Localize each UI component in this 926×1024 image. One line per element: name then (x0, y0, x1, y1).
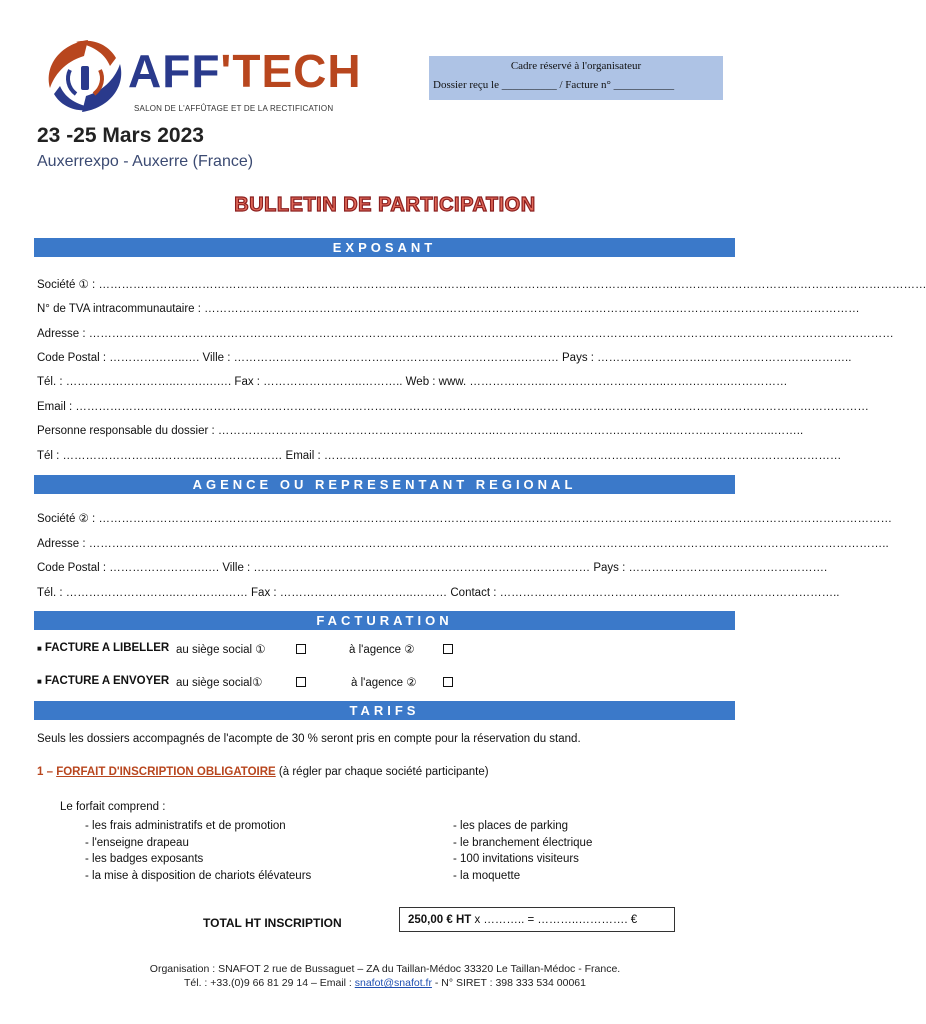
footer (0, 962, 770, 990)
brand-subtitle: SALON DE L'AFFÛTAGE ET DE LA RECTIFICATION (134, 104, 334, 113)
footer-contact (0, 976, 770, 990)
afftech-logo-icon (40, 36, 130, 116)
organizer-box-title: Cadre réservé à l'organisateur (510, 60, 642, 72)
total-formula: x ……….. = ………..…………. € (471, 914, 638, 926)
organizer-reserved-box (429, 56, 723, 100)
facture-libeller-row (37, 642, 169, 654)
total-ht-label: TOTAL HT INSCRIPTION (203, 916, 342, 930)
facture-libeller-label: FACTURE A LIBELLER (44, 642, 170, 654)
organizer-box-fields: Dossier reçu le __________ / Facture n° ___________ (433, 79, 675, 91)
libeller-agence-checkbox[interactable] (443, 644, 453, 654)
list-item: - le branchement électrique (453, 836, 593, 849)
forfait-includes-right (453, 818, 592, 884)
list-item: - les frais administratifs et de promotion (85, 820, 286, 832)
envoyer-agence-label: à l'agence ② (351, 677, 417, 689)
bullet-icon: ■ (37, 677, 42, 686)
libeller-agence-label: à l'agence ② (349, 644, 415, 656)
forfait-heading (37, 766, 489, 778)
brand-apostrophe: ' (220, 45, 233, 97)
field-responsable[interactable]: Personne responsable du dossier : …………………………………………………..…………..……………..…………….…………..……….……………..…….. (37, 425, 804, 437)
footer-siret: - N° SIRET : 398 333 534 00061 (431, 977, 586, 989)
section-agence-header: AGENCE OU REPRESENTANT REGIONAL (34, 475, 735, 494)
agence-field-tel-fax-contact[interactable]: Tél. : ………………………..………….…… Fax : ……………………………..……… Contact : …………………………………………………………………………….. (37, 587, 840, 599)
section-exposant-header: EXPOSANT (34, 238, 735, 257)
forfait-number: 1 – (37, 766, 57, 778)
field-societe[interactable]: Société ① : ……………………………………………………………………………………………………………………………………………………………………………………………… (37, 279, 926, 291)
bullet-icon: ■ (37, 644, 42, 653)
forfait-title: FORFAIT D'INSCRIPTION OBLIGATOIRE (56, 766, 276, 778)
facture-envoyer-row (37, 675, 169, 687)
agence-field-societe[interactable]: Société ② : ……………………………………………………………………………………………………………………………………………………………………………………… (37, 513, 892, 525)
forfait-includes-left (85, 818, 311, 884)
forfait-includes-heading: Le forfait comprend : (60, 801, 166, 813)
agence-field-code-postal-ville-pays[interactable]: Code Postal : …………………….…. Ville : ………………………….………………………………………………… Pays : ……………………………………………. (37, 562, 828, 574)
brand-aff: AFF (128, 45, 221, 97)
document-title: BULLETIN DE PARTICIPATION (234, 194, 536, 216)
event-date: 23 -25 Mars 2023 (37, 124, 204, 147)
field-tel-email[interactable]: Tél : ……………………..………..………………… Email : ……………………………………………………………………………………………………………………… (37, 450, 842, 462)
footer-email-link[interactable]: snafot@snafot.fr (354, 977, 432, 989)
list-item: - 100 invitations visiteurs (453, 853, 579, 865)
forfait-note: (à régler par chaque société participante) (275, 766, 489, 778)
footer-phone: Tél. : +33.(0)9 66 81 29 14 – Email : (184, 977, 355, 989)
list-item: - l'enseigne drapeau (85, 836, 189, 849)
footer-organisation: Organisation : SNAFOT 2 rue de Bussaguet – ZA du Taillan-Médoc 33320 Le Taillan-Médoc - France. (149, 963, 621, 975)
field-email[interactable]: Email : ……………………………………………………………………………………………………………………………………………………………………………………… (37, 401, 869, 413)
field-tel-fax-web[interactable]: Tél. : ………………………..…….….…. Fax : ……………………..……….. Web : www. ………………..…………………………..…….……….…………… (37, 376, 788, 388)
brand-name (128, 46, 362, 96)
field-adresse[interactable]: Adresse : ………………………………………………………………………………………………………………………………………………………………………………………… (37, 328, 894, 340)
libeller-siege-label: au siège social ① (176, 644, 266, 656)
total-ht-field[interactable] (399, 907, 675, 932)
total-price: 250,00 € HT (408, 914, 472, 926)
list-item: - les places de parking (453, 820, 569, 832)
deposit-notice: Seuls les dossiers accompagnés de l'acompte de 30 % seront pris en compte pour la réservation du stand. (37, 733, 581, 745)
event-place: Auxerrexpo - Auxerre (France) (37, 153, 254, 170)
list-item: - la mise à disposition de chariots élévateurs (85, 869, 312, 882)
field-code-postal-ville-pays[interactable]: Code Postal : ………………..…. Ville : ………………………………………………………………….……… Pays : ………………………..……………………………….. (37, 352, 852, 364)
envoyer-siege-checkbox[interactable] (296, 677, 306, 687)
field-tva[interactable]: N° de TVA intracommunautaire : ……………………………………………………………………………………………………………………………………………………… (37, 303, 860, 315)
section-facturation-header: FACTURATION (34, 611, 735, 630)
libeller-siege-checkbox[interactable] (296, 644, 306, 654)
envoyer-siege-label: au siège social① (176, 677, 263, 689)
list-item: - les badges exposants (85, 853, 204, 865)
list-item: - la moquette (453, 869, 521, 882)
brand-tech: TECH (232, 45, 362, 97)
agence-field-adresse[interactable]: Adresse : ……………………………………………………………………………………………………………………………………………………………………………………….. (37, 538, 889, 550)
facture-envoyer-label: FACTURE A ENVOYER (44, 675, 170, 687)
section-tarifs-header: TARIFS (34, 701, 735, 720)
envoyer-agence-checkbox[interactable] (443, 677, 453, 687)
